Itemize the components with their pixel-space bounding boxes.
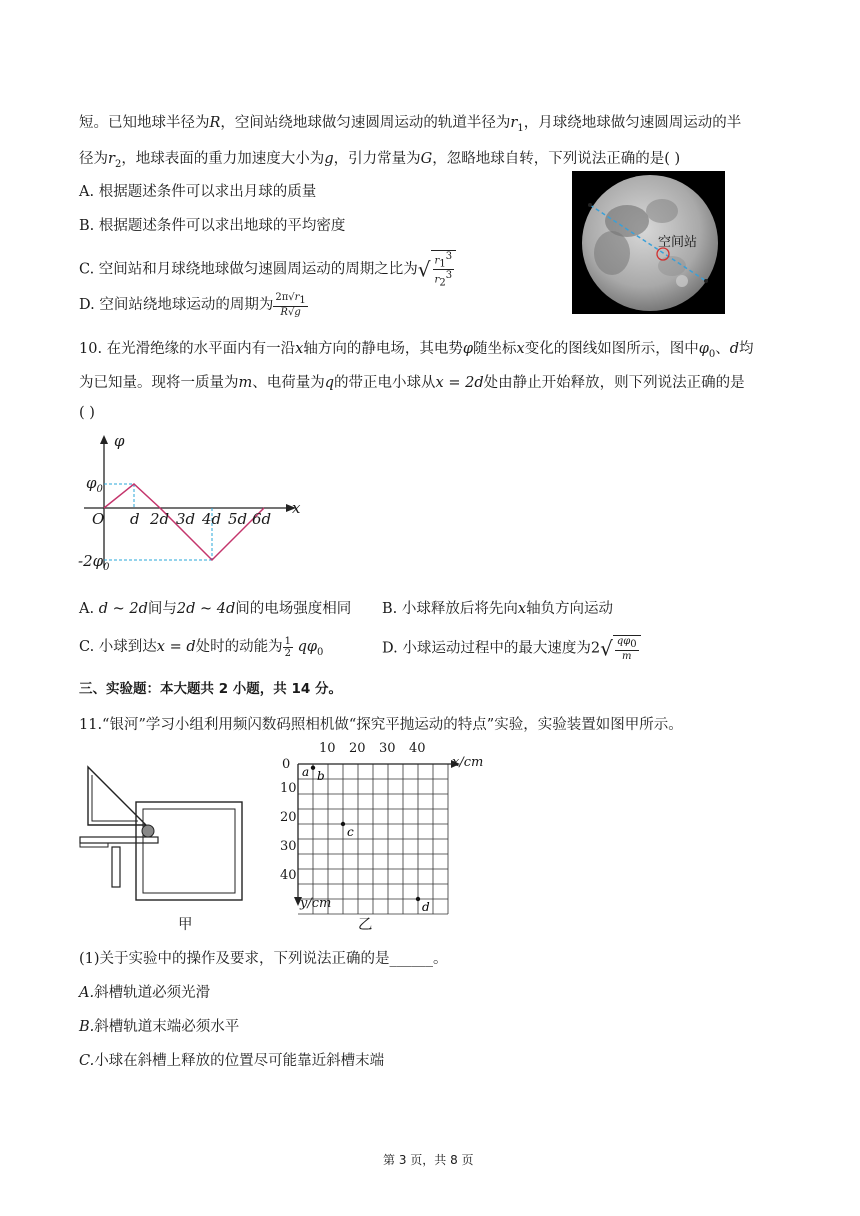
q11-option-b[interactable]: B.斜槽轨道末端必须水平 — [79, 1019, 240, 1035]
q10-line2: 为已知量。现将一质量为m、电荷量为q的带正电小球从x = 2d处由静止开始释放，则下列说法正确的是 — [79, 375, 745, 391]
point-label-b: b — [317, 768, 325, 783]
x-axis-label: x — [292, 499, 301, 517]
tick-5d: 5d — [228, 510, 248, 528]
q9-option-c[interactable]: C. 空间站和月球绕地球做匀速圆周运动的周期之比为√ $\frac{r_1^3}{r_2^3}$ — [79, 250, 456, 289]
point-b — [311, 766, 315, 770]
point-label-c: c — [347, 825, 354, 839]
q10-option-b[interactable]: B. 小球释放后将先向x轴负方向运动 — [382, 601, 614, 617]
grid-y-label: y/cm — [300, 896, 332, 911]
origin-label: O — [92, 510, 105, 528]
point-d — [416, 897, 420, 901]
grid-x-tick-40: 40 — [409, 741, 426, 756]
grid-y-tick-40: 40 — [280, 868, 297, 883]
figure-jia-caption: 甲 — [178, 917, 193, 933]
tick-2d: 2d — [150, 510, 170, 528]
space-station-label: 空间站 — [658, 235, 698, 250]
point-label-d: d — [422, 900, 430, 914]
grid-x-tick-20: 20 — [349, 741, 366, 756]
moon-photo — [572, 171, 725, 314]
q10-option-d[interactable]: D. 小球运动过程中的最大速度为2√ $\frac{q\varphi_0}{m}$ — [382, 635, 641, 662]
potential-graph — [78, 432, 318, 582]
grid-x-tick-30: 30 — [379, 741, 396, 756]
q9-line1: 短。已知地球半径为R，空间站绕地球做匀速圆周运动的轨道半径为$r_1$，月球绕地球做匀速圆周运动的半 — [79, 115, 742, 134]
q10-option-c[interactable]: C. 小球到达x = d处时的动能为 $\frac{1}{2}$ $q\varphi_0$ — [79, 635, 324, 659]
phi-axis-label: φ — [114, 432, 125, 450]
sqrt-symbol: √ — [417, 257, 431, 282]
q11-sub1: (1)关于实验中的操作及要求，下列说法正确的是______。 — [79, 951, 448, 967]
q10-line1: 10. 在光滑绝缘的水平面内有一沿x轴方向的静电场，其电势φ随坐标x变化的图线如图所示，图中$\varphi_0$、d均 — [79, 341, 754, 360]
figure-yi-caption: 乙 — [358, 917, 373, 933]
section-3-heading: 三、实验题：本大题共 2 小题，共 14 分。 — [79, 681, 342, 697]
grid-y-tick-10: 10 — [280, 781, 297, 796]
phi0-tick: $\varphi_0$ — [86, 474, 103, 495]
q11-intro: 11.“银河”学习小组利用频闪数码照相机做“探究平抛运动的特点”实验，实验装置如图甲所示。 — [79, 717, 683, 733]
q10-line3: ( ) — [79, 405, 95, 421]
minus-2phi0-tick: $-2\varphi_0$ — [78, 552, 110, 573]
page-footer: 第 3 页，共 8 页 — [383, 1153, 474, 1167]
point-c — [341, 822, 345, 826]
tick-3d: 3d — [176, 510, 196, 528]
grid-x-tick-10: 10 — [319, 741, 336, 756]
grid-origin: 0 — [282, 757, 291, 772]
tick-d: d — [130, 510, 140, 528]
q9-option-a[interactable]: A. 根据题述条件可以求出月球的质量 — [79, 184, 317, 200]
q9-line2: 径为$r_2$，地球表面的重力加速度大小为g，引力常量为G，忽略地球自转，下列说法正确的是( ) — [79, 151, 681, 170]
apparatus-figure — [76, 755, 248, 907]
q11-option-c[interactable]: C.小球在斜槽上释放的位置尽可能靠近斜槽末端 — [79, 1053, 385, 1069]
grid-y-tick-20: 20 — [280, 810, 297, 825]
q9-option-b[interactable]: B. 根据题述条件可以求出地球的平均密度 — [79, 218, 346, 234]
point-label-a: a — [302, 765, 310, 779]
tick-4d: 4d — [202, 510, 222, 528]
q10-option-a[interactable]: A. d ~ 2d间与2d ~ 4d间的电场强度相同 — [79, 601, 352, 617]
grid-x-label: x/cm — [452, 755, 484, 770]
tick-6d: 6d — [252, 510, 272, 528]
grid-y-tick-30: 30 — [280, 839, 297, 854]
q11-option-a[interactable]: A.斜槽轨道必须光滑 — [79, 985, 211, 1001]
q9-option-d[interactable]: D. 空间站绕地球运动的周期为 $\frac{2\pi√r_1}{R√g}$ — [79, 292, 306, 318]
